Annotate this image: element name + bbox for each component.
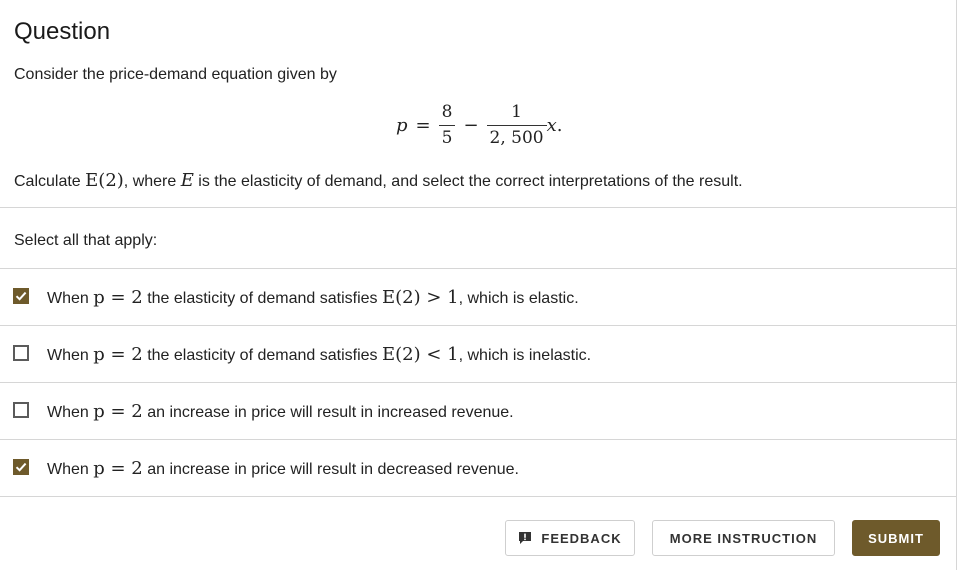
- page-title: Question: [14, 18, 111, 45]
- option-2-math-p: p = 2: [93, 344, 143, 365]
- eq-fraction-1: [439, 101, 456, 148]
- option-3-math-p: p = 2: [93, 401, 143, 422]
- option-4-label: [47, 458, 519, 479]
- answer-option-1[interactable]: [0, 269, 956, 325]
- prompt-text-3: is the elasticity of demand, and select the correct interpretations of the result.: [193, 173, 743, 190]
- prompt-math-e: E: [180, 170, 194, 191]
- option-2-mid: the elasticity of demand satisfies: [142, 347, 382, 364]
- feedback-icon: [518, 531, 532, 545]
- eq-frac2-num: 1: [511, 101, 522, 122]
- prompt-math-e2: E(2): [85, 170, 124, 191]
- option-3-lead: When: [47, 404, 94, 421]
- eq-fraction-2: [487, 101, 547, 148]
- eq-frac1-den: 5: [439, 125, 456, 147]
- eq-var: x: [546, 114, 557, 136]
- option-2-label: [47, 344, 591, 365]
- option-1-tail: , which is elastic.: [458, 290, 579, 307]
- option-1-math-p: p = 2: [93, 287, 143, 308]
- option-1-lead: When: [47, 290, 94, 307]
- option-1-label: [47, 287, 579, 308]
- prompt-text-2: , where: [123, 173, 181, 190]
- prompt-text-1: Calculate: [14, 173, 86, 190]
- select-all-instruction: Select all that apply:: [14, 232, 158, 249]
- answer-option-4[interactable]: [0, 440, 956, 496]
- submit-label: SUBMIT: [868, 530, 924, 546]
- option-2-tail: , which is inelastic.: [458, 347, 592, 364]
- more-instruction-button[interactable]: [652, 520, 835, 556]
- eq-lhs: p: [396, 114, 408, 136]
- option-1-math-e: E(2) > 1: [381, 287, 459, 308]
- divider: [0, 207, 956, 208]
- eq-minus: −: [463, 114, 479, 136]
- feedback-button[interactable]: [505, 520, 635, 556]
- checkmark-icon: [15, 290, 27, 302]
- option-2-lead: When: [47, 347, 94, 364]
- option-4-tail: an increase in price will result in decreased revenue.: [142, 461, 519, 478]
- answer-option-3[interactable]: [0, 383, 956, 439]
- more-instruction-label: MORE INSTRUCTION: [669, 530, 818, 546]
- submit-button[interactable]: [852, 520, 940, 556]
- question-intro: Consider the price-demand equation given by: [14, 66, 337, 83]
- option-4-checkbox[interactable]: [13, 459, 29, 475]
- answer-option-2[interactable]: [0, 326, 956, 382]
- divider: [0, 496, 956, 497]
- option-2-checkbox[interactable]: [13, 345, 29, 361]
- eq-equals: =: [415, 114, 431, 136]
- eq-tail: .: [556, 114, 563, 136]
- checkmark-icon: [15, 461, 27, 473]
- eq-frac2-den: 2, 500: [487, 125, 547, 147]
- price-demand-equation: [396, 100, 563, 150]
- question-prompt: [14, 170, 743, 191]
- option-1-mid: the elasticity of demand satisfies: [142, 290, 382, 307]
- option-3-checkbox[interactable]: [13, 402, 29, 418]
- option-1-checkbox[interactable]: [13, 288, 29, 304]
- feedback-label: FEEDBACK: [541, 530, 622, 546]
- option-3-label: [47, 401, 514, 422]
- option-3-tail: an increase in price will result in increased revenue.: [142, 404, 514, 421]
- option-4-lead: When: [47, 461, 94, 478]
- eq-frac1-num: 8: [441, 101, 453, 122]
- option-2-math-e: E(2) < 1: [381, 344, 459, 365]
- option-4-math-p: p = 2: [93, 458, 143, 479]
